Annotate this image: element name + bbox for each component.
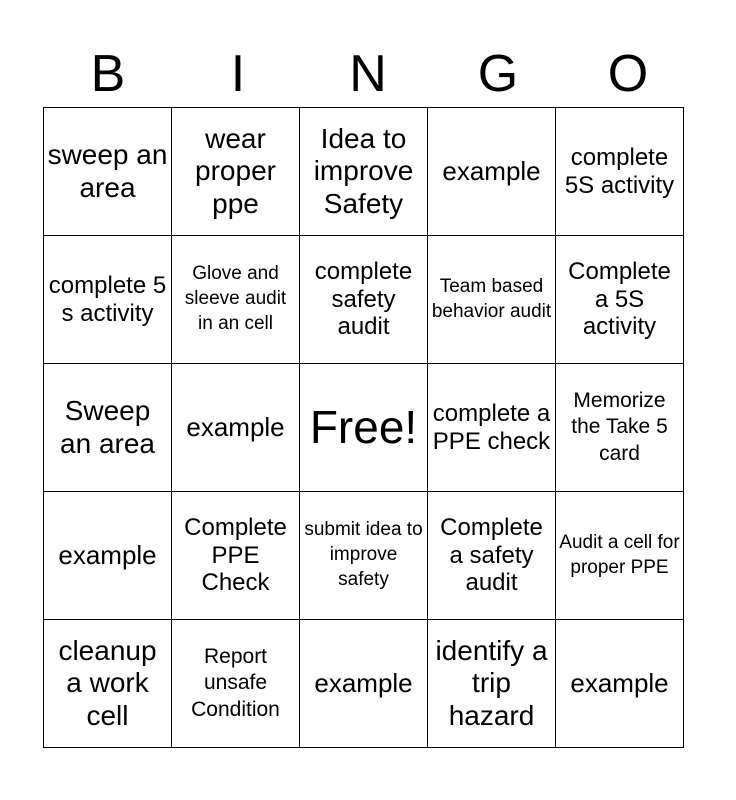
bingo-cell[interactable]: complete 5 s activity	[44, 236, 172, 364]
bingo-cell[interactable]: complete 5S activity	[556, 108, 684, 236]
bingo-card	[43, 107, 684, 748]
bingo-cell[interactable]: Memorize the Take 5 card	[556, 364, 684, 492]
bingo-row-1	[44, 108, 684, 236]
header-letter-i: I	[230, 45, 246, 103]
header-letter-n: N	[349, 45, 387, 103]
bingo-cell[interactable]: example	[556, 620, 684, 748]
bingo-cell[interactable]: sweep an area	[44, 108, 172, 236]
bingo-header	[43, 40, 693, 108]
bingo-cell[interactable]: Sweep an area	[44, 364, 172, 492]
bingo-cell[interactable]: complete safety audit	[300, 236, 428, 364]
bingo-cell[interactable]: Report unsafe Condition	[172, 620, 300, 748]
header-letter-b: B	[90, 45, 126, 103]
bingo-cell[interactable]: submit idea to improve safety	[300, 492, 428, 620]
bingo-cell[interactable]: complete a PPE check	[428, 364, 556, 492]
bingo-cell[interactable]: identify a trip hazard	[428, 620, 556, 748]
bingo-cell[interactable]: Idea to improve Safety	[300, 108, 428, 236]
bingo-cell[interactable]: wear proper ppe	[172, 108, 300, 236]
bingo-cell[interactable]: example	[172, 364, 300, 492]
bingo-cell[interactable]: Complete PPE Check	[172, 492, 300, 620]
header-letter-o: O	[607, 45, 649, 103]
header-letter-g: G	[477, 45, 519, 103]
bingo-cell[interactable]: Complete a 5S activity	[556, 236, 684, 364]
free-space-cell[interactable]: Free!	[300, 364, 428, 492]
bingo-row-3	[44, 364, 684, 492]
bingo-cell[interactable]: Glove and sleeve audit in an cell	[172, 236, 300, 364]
bingo-cell[interactable]: Audit a cell for proper PPE	[556, 492, 684, 620]
bingo-row-5	[44, 620, 684, 748]
bingo-cell[interactable]: example	[300, 620, 428, 748]
bingo-cell[interactable]: Complete a safety audit	[428, 492, 556, 620]
bingo-cell[interactable]: cleanup a work cell	[44, 620, 172, 748]
bingo-cell[interactable]: example	[428, 108, 556, 236]
bingo-cell[interactable]: Team based behavior audit	[428, 236, 556, 364]
bingo-row-2	[44, 236, 684, 364]
bingo-cell[interactable]: example	[44, 492, 172, 620]
bingo-row-4	[44, 492, 684, 620]
